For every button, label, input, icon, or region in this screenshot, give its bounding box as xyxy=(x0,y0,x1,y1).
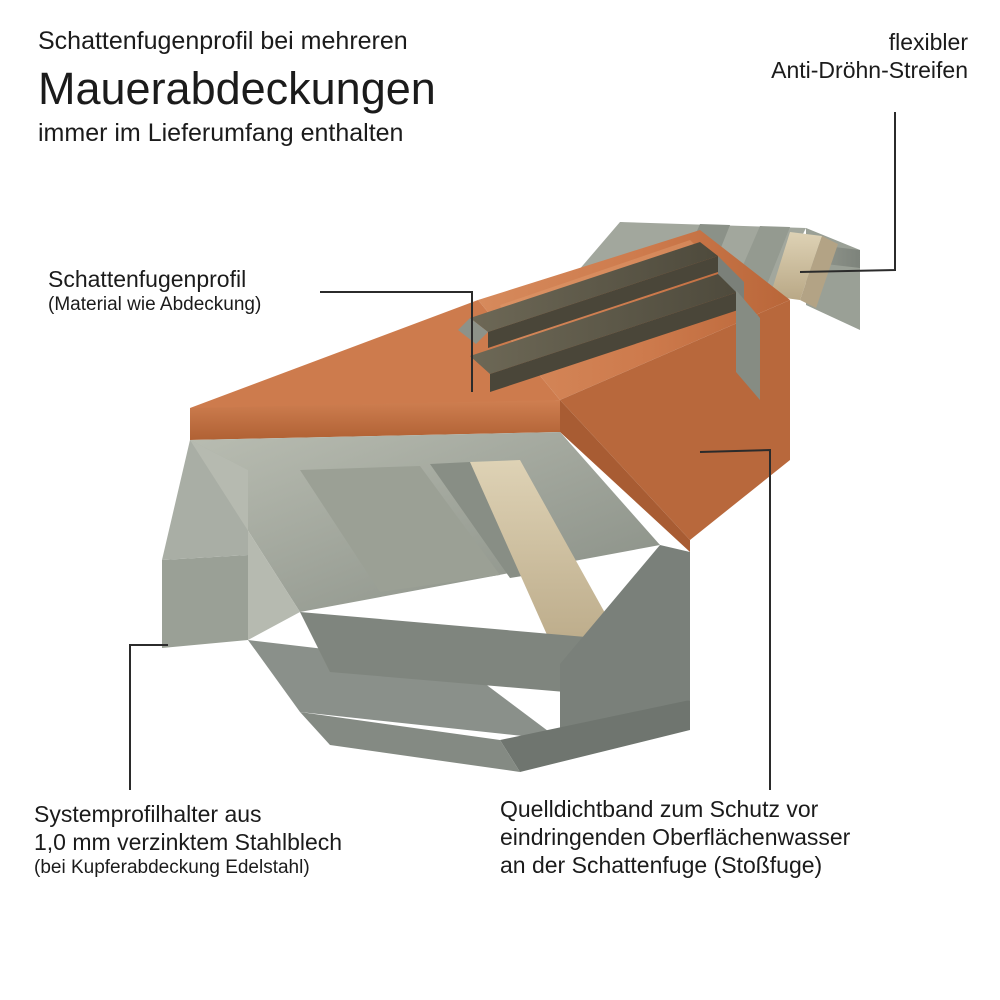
title-line-1: Schattenfugenprofil bei mehreren xyxy=(38,27,408,55)
callout-sealing-tape xyxy=(500,795,980,879)
callout-flexible-strip-line-1: flexibler xyxy=(888,29,968,55)
callout-shadow-joint-profile xyxy=(48,265,348,316)
callout-shadow-joint-profile-line-1: Schattenfugenprofil xyxy=(48,266,247,292)
callout-system-holder-line-1: Systemprofilhalter aus xyxy=(34,801,262,827)
callout-sealing-tape-line-3: an der Schattenfuge (Stoßfuge) xyxy=(500,852,823,879)
callout-system-holder-line-2: 1,0 mm verzinktem Stahlblech xyxy=(34,829,343,856)
callout-sealing-tape-line-1: Quelldichtband zum Schutz vor xyxy=(500,796,819,822)
callout-sealing-tape-line-2: eindringenden Oberflächenwasser xyxy=(500,824,851,851)
title-line-2: Mauerabdeckungen xyxy=(38,62,436,114)
title-line-3: immer im Lieferumfang enthalten xyxy=(38,119,404,148)
callout-system-holder-line-3: (bei Kupferabdeckung Edelstahl) xyxy=(34,857,310,879)
front-cover-left-fold xyxy=(162,555,248,648)
title-block xyxy=(38,26,598,149)
callout-flexible-strip xyxy=(638,28,968,84)
callout-shadow-joint-profile-line-2: (Material wie Abdeckung) xyxy=(48,294,262,316)
leader-system-holder xyxy=(130,645,168,790)
front-cover-assembly xyxy=(162,432,690,772)
callout-flexible-strip-line-2: Anti-Dröhn-Streifen xyxy=(771,57,968,84)
callout-system-holder xyxy=(34,800,464,879)
